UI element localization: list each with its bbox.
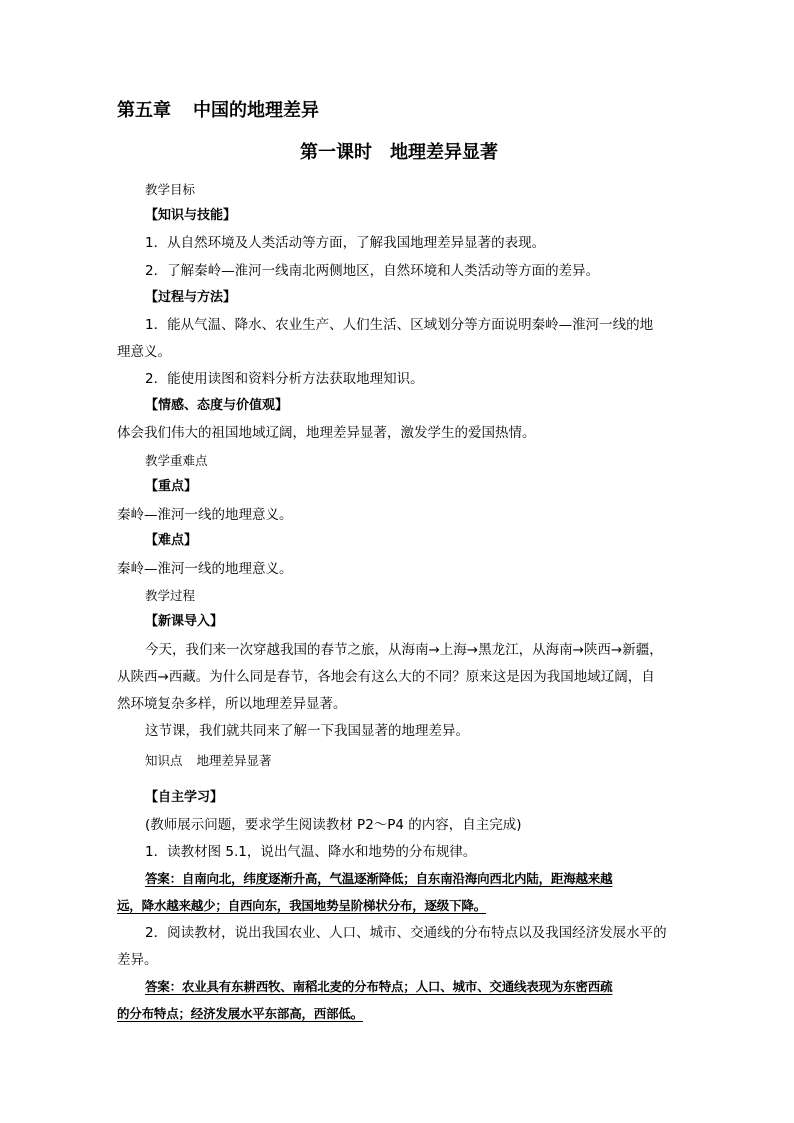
paragraph: 1．能从气温、降水、农业生产、人们生活、区域划分等方面说明秦岭—淮河一线的地 bbox=[145, 317, 654, 333]
paragraph: 秦岭—淮河一线的地理意义。 bbox=[117, 507, 293, 523]
chapter-title: 中国的地理差异 bbox=[193, 100, 319, 121]
answer-2-line-1: 答案：农业具有东耕西牧、南稻北麦的分布特点；人口、城市、交通线表现为东密西疏 bbox=[145, 979, 613, 994]
subheading-emotion-values: 【情感、态度与价值观】 bbox=[145, 398, 289, 413]
paragraph: 2．能使用读图和资料分析方法获取地理知识。 bbox=[145, 371, 424, 387]
answer-1-line-1: 答案：自南向北，纬度逐渐升高，气温逐渐降低；自东南沿海向西北内陆，距海越来越 bbox=[145, 871, 613, 886]
paragraph: 这节课，我们就共同来了解一下我国显著的地理差异。 bbox=[145, 723, 469, 739]
section-teaching-goals: 教学目标 bbox=[145, 182, 196, 197]
lesson-number: 第一课时 bbox=[300, 142, 372, 163]
paragraph: 今天，我们来一次穿越我国的春节之旅，从海南→上海→黑龙江，从海南→陕西→新疆， bbox=[145, 642, 663, 658]
knowledge-point-title: 地理差异显著 bbox=[196, 753, 272, 768]
subheading-new-lesson-intro: 【新课导入】 bbox=[145, 614, 224, 629]
question-1: 1．读教材图 5.1，说出气温、降水和地势的分布规律。 bbox=[145, 844, 477, 860]
lesson-heading bbox=[300, 142, 498, 164]
lesson-title: 地理差异显著 bbox=[390, 142, 498, 163]
chapter-heading bbox=[117, 100, 319, 122]
subheading-key-point: 【重点】 bbox=[145, 479, 198, 494]
subheading-self-study: 【自主学习】 bbox=[145, 790, 224, 805]
paragraph: 秦岭—淮河一线的地理意义。 bbox=[117, 561, 293, 577]
paragraph: 从陕西→西藏。为什么同是春节，各地会有这么大的不同？原来这是因为我国地域辽阔，自 bbox=[117, 669, 655, 685]
answer-1-line-2: 远，降水越来越少；自西向东，我国地势呈阶梯状分布，逐级下降。 bbox=[117, 898, 487, 913]
paragraph: 1．从自然环境及人类活动等方面，了解我国地理差异显著的表现。 bbox=[145, 235, 546, 251]
subheading-difficult-point: 【难点】 bbox=[145, 533, 198, 548]
knowledge-point-label: 知识点 bbox=[145, 753, 183, 768]
subheading-knowledge-skills: 【知识与技能】 bbox=[145, 208, 237, 223]
paragraph: 差异。 bbox=[117, 952, 158, 968]
paragraph: (教师展示问题，要求学生阅读教材 P2～P4 的内容，自主完成) bbox=[145, 817, 522, 833]
paragraph: 体会我们伟大的祖国地域辽阔，地理差异显著，激发学生的爱国热情。 bbox=[117, 425, 536, 441]
paragraph: 理意义。 bbox=[117, 344, 171, 360]
paragraph: 然环境复杂多样，所以地理差异显著。 bbox=[117, 696, 347, 712]
chapter-number: 第五章 bbox=[117, 100, 171, 121]
paragraph: 2．了解秦岭—淮河一线南北两侧地区，自然环境和人类活动等方面的差异。 bbox=[145, 263, 600, 279]
question-2: 2．阅读教材，说出我国农业、人口、城市、交通线的分布特点以及我国经济发展水平的 bbox=[145, 925, 667, 941]
knowledge-point-heading bbox=[145, 752, 272, 770]
subheading-process-method: 【过程与方法】 bbox=[145, 290, 237, 305]
answer-2-line-2: 的分布特点；经济发展水平东部高，西部低。 bbox=[117, 1006, 364, 1021]
section-key-difficult-points: 教学重难点 bbox=[145, 453, 208, 468]
section-teaching-process: 教学过程 bbox=[145, 588, 196, 603]
